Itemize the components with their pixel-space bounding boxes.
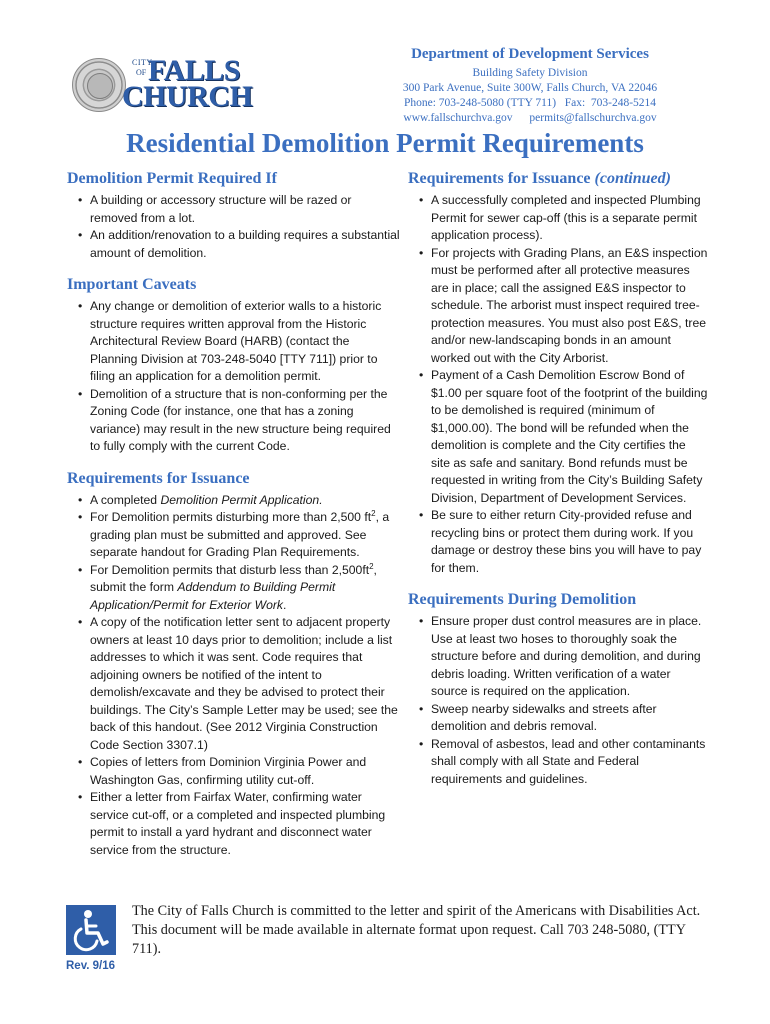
section-heading: Requirements for Issuance (continued)	[408, 170, 671, 187]
department-address: 300 Park Avenue, Suite 300W, Falls Church, VA 22046	[402, 82, 658, 94]
department-phone: Phone: 703-248-5080 (TTY 711) Fax: 703-248-5214	[403, 97, 657, 109]
list-item: • Removal of asbestos, lead and other contaminants shall comply with all State and Federal requirements and guidelines.	[408, 736, 708, 789]
section-heading: Requirements for Issuance	[67, 469, 250, 487]
list-item: • Sweep nearby sidewalks and streets after demolition and debris removal.	[408, 701, 708, 736]
section-heading: Important Caveats	[67, 276, 197, 293]
department-name: Department of Development Services	[411, 46, 649, 62]
city-logo	[72, 52, 253, 114]
list-item: • Either a letter from Fairfax Water, confirming water service cut-off, or a completed and inspected plumbing permit to install a yard hydrant and disconnect water service from the structure.	[67, 789, 400, 859]
section-important-caveats	[67, 274, 400, 456]
division-name: Building Safety Division	[472, 67, 588, 79]
form-name: Addendum to Building Permit Application/Permit for Exterior Work	[90, 580, 336, 612]
wheelchair-accessibility-icon	[66, 905, 116, 955]
revision-label: Rev. 9/16	[66, 960, 116, 972]
section-heading: Demolition Permit Required If	[67, 170, 277, 187]
logo-wordmark: CITY OF FALLS CHURCH	[122, 54, 253, 113]
list-item: • An addition/renovation to a building requires a substantial amount of demolition.	[67, 227, 400, 262]
left-column	[67, 168, 400, 871]
list-item: • Any change or demolition of exterior walls to a historic structure requires written approval from the Historic Architectural Review Board (HARB) (contact the Planning Division at 703-248-5040 [TTY 711]) prior to filing an application for a demolition permit.	[67, 298, 400, 386]
section-requirements-for-issuance-continued	[408, 168, 708, 577]
list-item: • Copies of letters from Dominion Virginia Power and Washington Gas, confirming utility cut-off.	[67, 754, 400, 789]
list-item: • Payment of a Cash Demolition Escrow Bond of $1.00 per square foot of the footprint of the building to be demolished is required (minimum of $1,000.00). The bond will be refunded when the demolition is complete and the City certifies the site as safe and sanitary. Bond refunds must be requested in writing from the City’s Building Safety Division, Department of Development Services.	[408, 367, 708, 507]
list-item: • A copy of the notification letter sent to adjacent property owners at least 10 days prior to demolition; include a list addresses to which it was sent. Code requires that adjoining owners be notified of the intent to demolish/excavate and they be advised to protect their buildings. The City’s Sample Letter may be used; see the back of this handout. (See 2012 Virginia Construction Code Section 3307.1)	[67, 614, 400, 754]
list-item: • Ensure proper dust control measures are in place. Use at least two hoses to thoroughly soak the structure before and during demolition, and during debris loading. Written verification of a water source is required on the application.	[408, 613, 708, 701]
ada-statement: The City of Falls Church is committed to the letter and spirit of the Americans with Disabilities Act. This document will be made available in alternate format upon request. Call 703 248-5080, (TTY 711).	[132, 903, 701, 957]
section-heading: Requirements During Demolition	[408, 591, 637, 608]
section-required-if	[67, 168, 400, 262]
form-name: Demolition Permit Application.	[160, 492, 323, 507]
department-contact-block	[380, 46, 680, 126]
section-requirements-during-demolition	[408, 589, 708, 788]
list-item: • Be sure to either return City-provided refuse and recycling bins or protect them during work. If you damage or destroy these bins you will have to pay for them.	[408, 507, 708, 577]
list-item: • A completed Demolition Permit Application.	[67, 492, 400, 510]
list-item: • For projects with Grading Plans, an E&S inspection must be performed after all protective measures are in place; call the assigned E&S inspector to schedule. The arborist must inspect required tree-protection measures. You must also post E&S, tree and/or new-landscaping bonds in an amount worked out with the City Arborist.	[408, 245, 708, 368]
list-item: • A building or accessory structure will be razed or removed from a lot.	[67, 192, 400, 227]
email-link[interactable]: permits@fallschurchva.gov	[529, 112, 657, 124]
page-title: Residential Demolition Permit Requirements	[126, 128, 644, 158]
list-item: • For Demolition permits disturbing more than 2,500 $ft^2$, a grading plan must be submitted and approved. See separate handout for Grading Plan Requirements.	[67, 509, 400, 562]
city-seal-icon	[72, 58, 126, 112]
list-item: • For Demolition permits that disturb less than $2,500ft^2$, submit the form Addendum to Building Permit Application/Permit for Exterior Work.	[67, 562, 400, 615]
list-item: • Demolition of a structure that is non-conforming per the Zoning Code (for instance, one that has a zoning variance) may result in the new structure being required to fully comply with the current Code.	[67, 386, 400, 456]
website-link[interactable]: www.fallschurchva.gov	[403, 112, 513, 124]
list-item: • A successfully completed and inspected Plumbing Permit for sewer cap-off (this is a separate permit application process).	[408, 192, 708, 245]
section-requirements-for-issuance	[67, 468, 400, 860]
right-column	[408, 168, 708, 800]
